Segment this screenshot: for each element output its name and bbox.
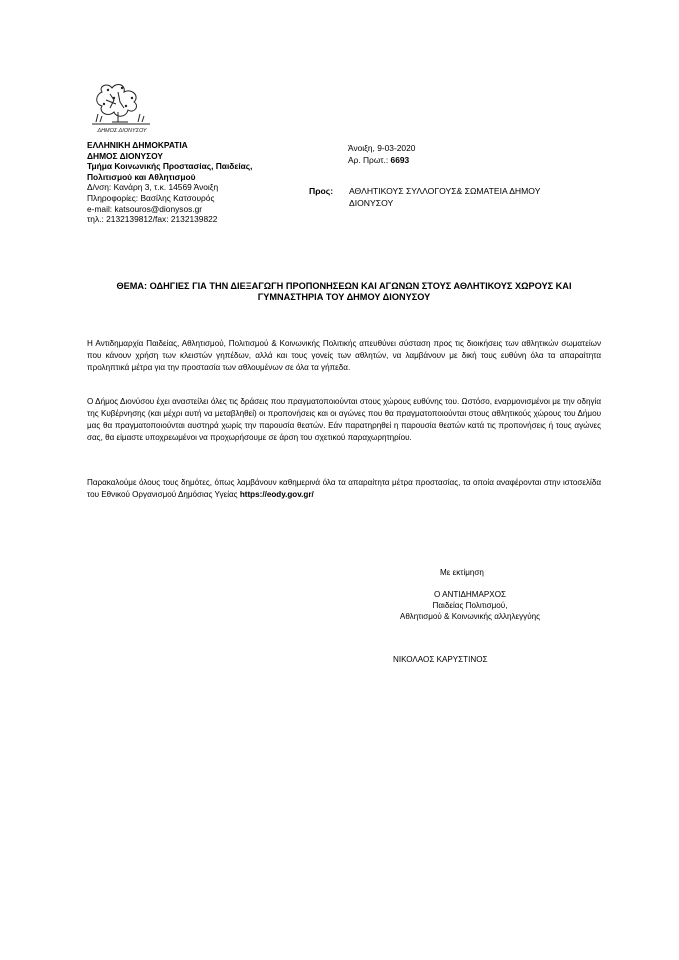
municipality-logo — [88, 78, 156, 136]
signatory-name: ΝΙΚΟΛΑΟΣ ΚΑΡΥΣΤΙΝΟΣ — [393, 655, 488, 664]
body-paragraph-3 — [87, 477, 601, 501]
signatory-title-line: Ο ΑΝΤΙΔΗΜΑΡΧΟΣ — [433, 590, 507, 599]
logo-caption: ΔΗΜΟΣ ΔΙΟΝΥΣΟΥ — [97, 128, 147, 134]
recipient-label: Προς: — [309, 186, 334, 196]
body-paragraph-1: Η Αντιδημαρχία Παιδείας, Αθλητισμού, Πολιτισμού & Κοινωνικής Πολιτικής απευθύνει σύσταση προς τις διοικήσεις των αθλητικών σωματείων που κάνουν χρήση των κλειστών γηπέδων, αλλά και τους γονείς των αθλητών, να λαμβάνουν με δική τους ευθύνη όλα τα απαραίτητα προληπτικά μέτρα για την προστασία των αθλουμένων σε όλα τα γήπεδα. — [87, 339, 601, 373]
recipient-value — [349, 186, 609, 209]
sender-line: Τμήμα Κοινωνικής Προστασίας, Παιδείας, — [87, 161, 253, 172]
sender-contact-person: Πληροφορίες: Βασίλης Κατσουρός — [87, 192, 215, 203]
sender-line: ΔΗΜΟΣ ΔΙΟΝΥΣΟΥ — [87, 150, 163, 161]
sender-block — [87, 140, 317, 225]
sender-line: Πολιτισμού και Αθλητισμού — [87, 171, 196, 182]
recipient-line: ΑΘΛΗΤΙΚΟΥΣ ΣΥΛΛΟΓΟΥΣ& ΣΩΜΑΤΕΙΑ ΔΗΜΟΥ — [349, 186, 541, 196]
subject-heading — [84, 281, 604, 304]
subject-line: ΓΥΜΝΑΣΤΗΡΙΑ ΤΟΥ ΔΗΜΟΥ ΔΙΟΝΥΣΟΥ — [257, 292, 431, 303]
sender-phone: τηλ.: 2132139812/fax: 2132139822 — [87, 214, 218, 225]
protocol-number-line — [348, 155, 415, 167]
document-meta — [348, 143, 415, 166]
logo-drawing-icon — [88, 78, 156, 136]
sender-email: e-mail: katsouros@dionysos.gr — [87, 203, 203, 214]
paragraph-text: Παρακαλούμε όλους τους δημότες, όπως λαμβάνουν καθημερινά όλα τα απαραίτητα μέτρα προστασίας, τα οποία αναφέρονται στην ιστοσελίδα του Εθνικού Οργανισμού Δημόσιας Υγείας — [87, 478, 601, 500]
subject-line: ΘΕΜΑ: ΟΔΗΓΙΕΣ ΓΙΑ ΤΗΝ ΔΙΕΞΑΓΩΓΗ ΠΡΟΠΟΝΗΣΕΩΝ ΚΑΙ ΑΓΩΝΩΝ ΣΤΟΥΣ ΑΘΛΗΤΙΚΟΥΣ ΧΩΡΟΥΣ ΚΑΙ — [116, 281, 572, 291]
eody-link[interactable]: https://eody.gov.gr/ — [239, 490, 314, 500]
signatory-title-line: Αθλητισμού & Κοινωνικής αλληλεγγύης — [399, 612, 541, 622]
sender-line: ΕΛΛΗΝΙΚΗ ΔΗΜΟΚΡΑΤΙΑ — [87, 140, 188, 150]
sender-address: Δ/νση: Κανάρη 3, τ.κ. 14569 Άνοιξη — [87, 182, 219, 193]
document-date: Άνοιξη, 9-03-2020 — [348, 143, 416, 153]
body-paragraph-2: Ο Δήμος Διονύσου έχει αναστείλει όλες τις δράσεις που πραγματοποιούνται στους χώρους ευθύνης του. Ωστόσο, εναρμονισμένοι με την οδηγία της Κυβέρνησης (και μέχρι αυτή να μεταβληθεί) οι προπονήσεις και οι αγώνες που θα πραγματοποιούνται στους αθλητικούς χώρους του Δήμου μας θα πραγματοποιούνται αυστηρά χωρίς την παρουσία θεατών. Εάν παρατηρηθεί η παρουσία θεατών κατά τις προπονήσεις ή τους αγώνες σας, θα είμαστε υποχρεωμένοι να προχωρήσουμε σε άρση του σχετικού παραχωρητηρίου. — [87, 397, 601, 443]
recipient-line: ΔΙΟΝΥΣΟΥ — [349, 197, 394, 208]
signatory-title-line: Παιδείας Πολιτισμού, — [432, 601, 508, 611]
protocol-number: 6693 — [390, 154, 410, 165]
signatory-title — [378, 589, 562, 623]
protocol-label: Αρ. Πρωτ.: — [348, 154, 389, 165]
closing-regards: Με εκτίμηση — [440, 568, 484, 577]
